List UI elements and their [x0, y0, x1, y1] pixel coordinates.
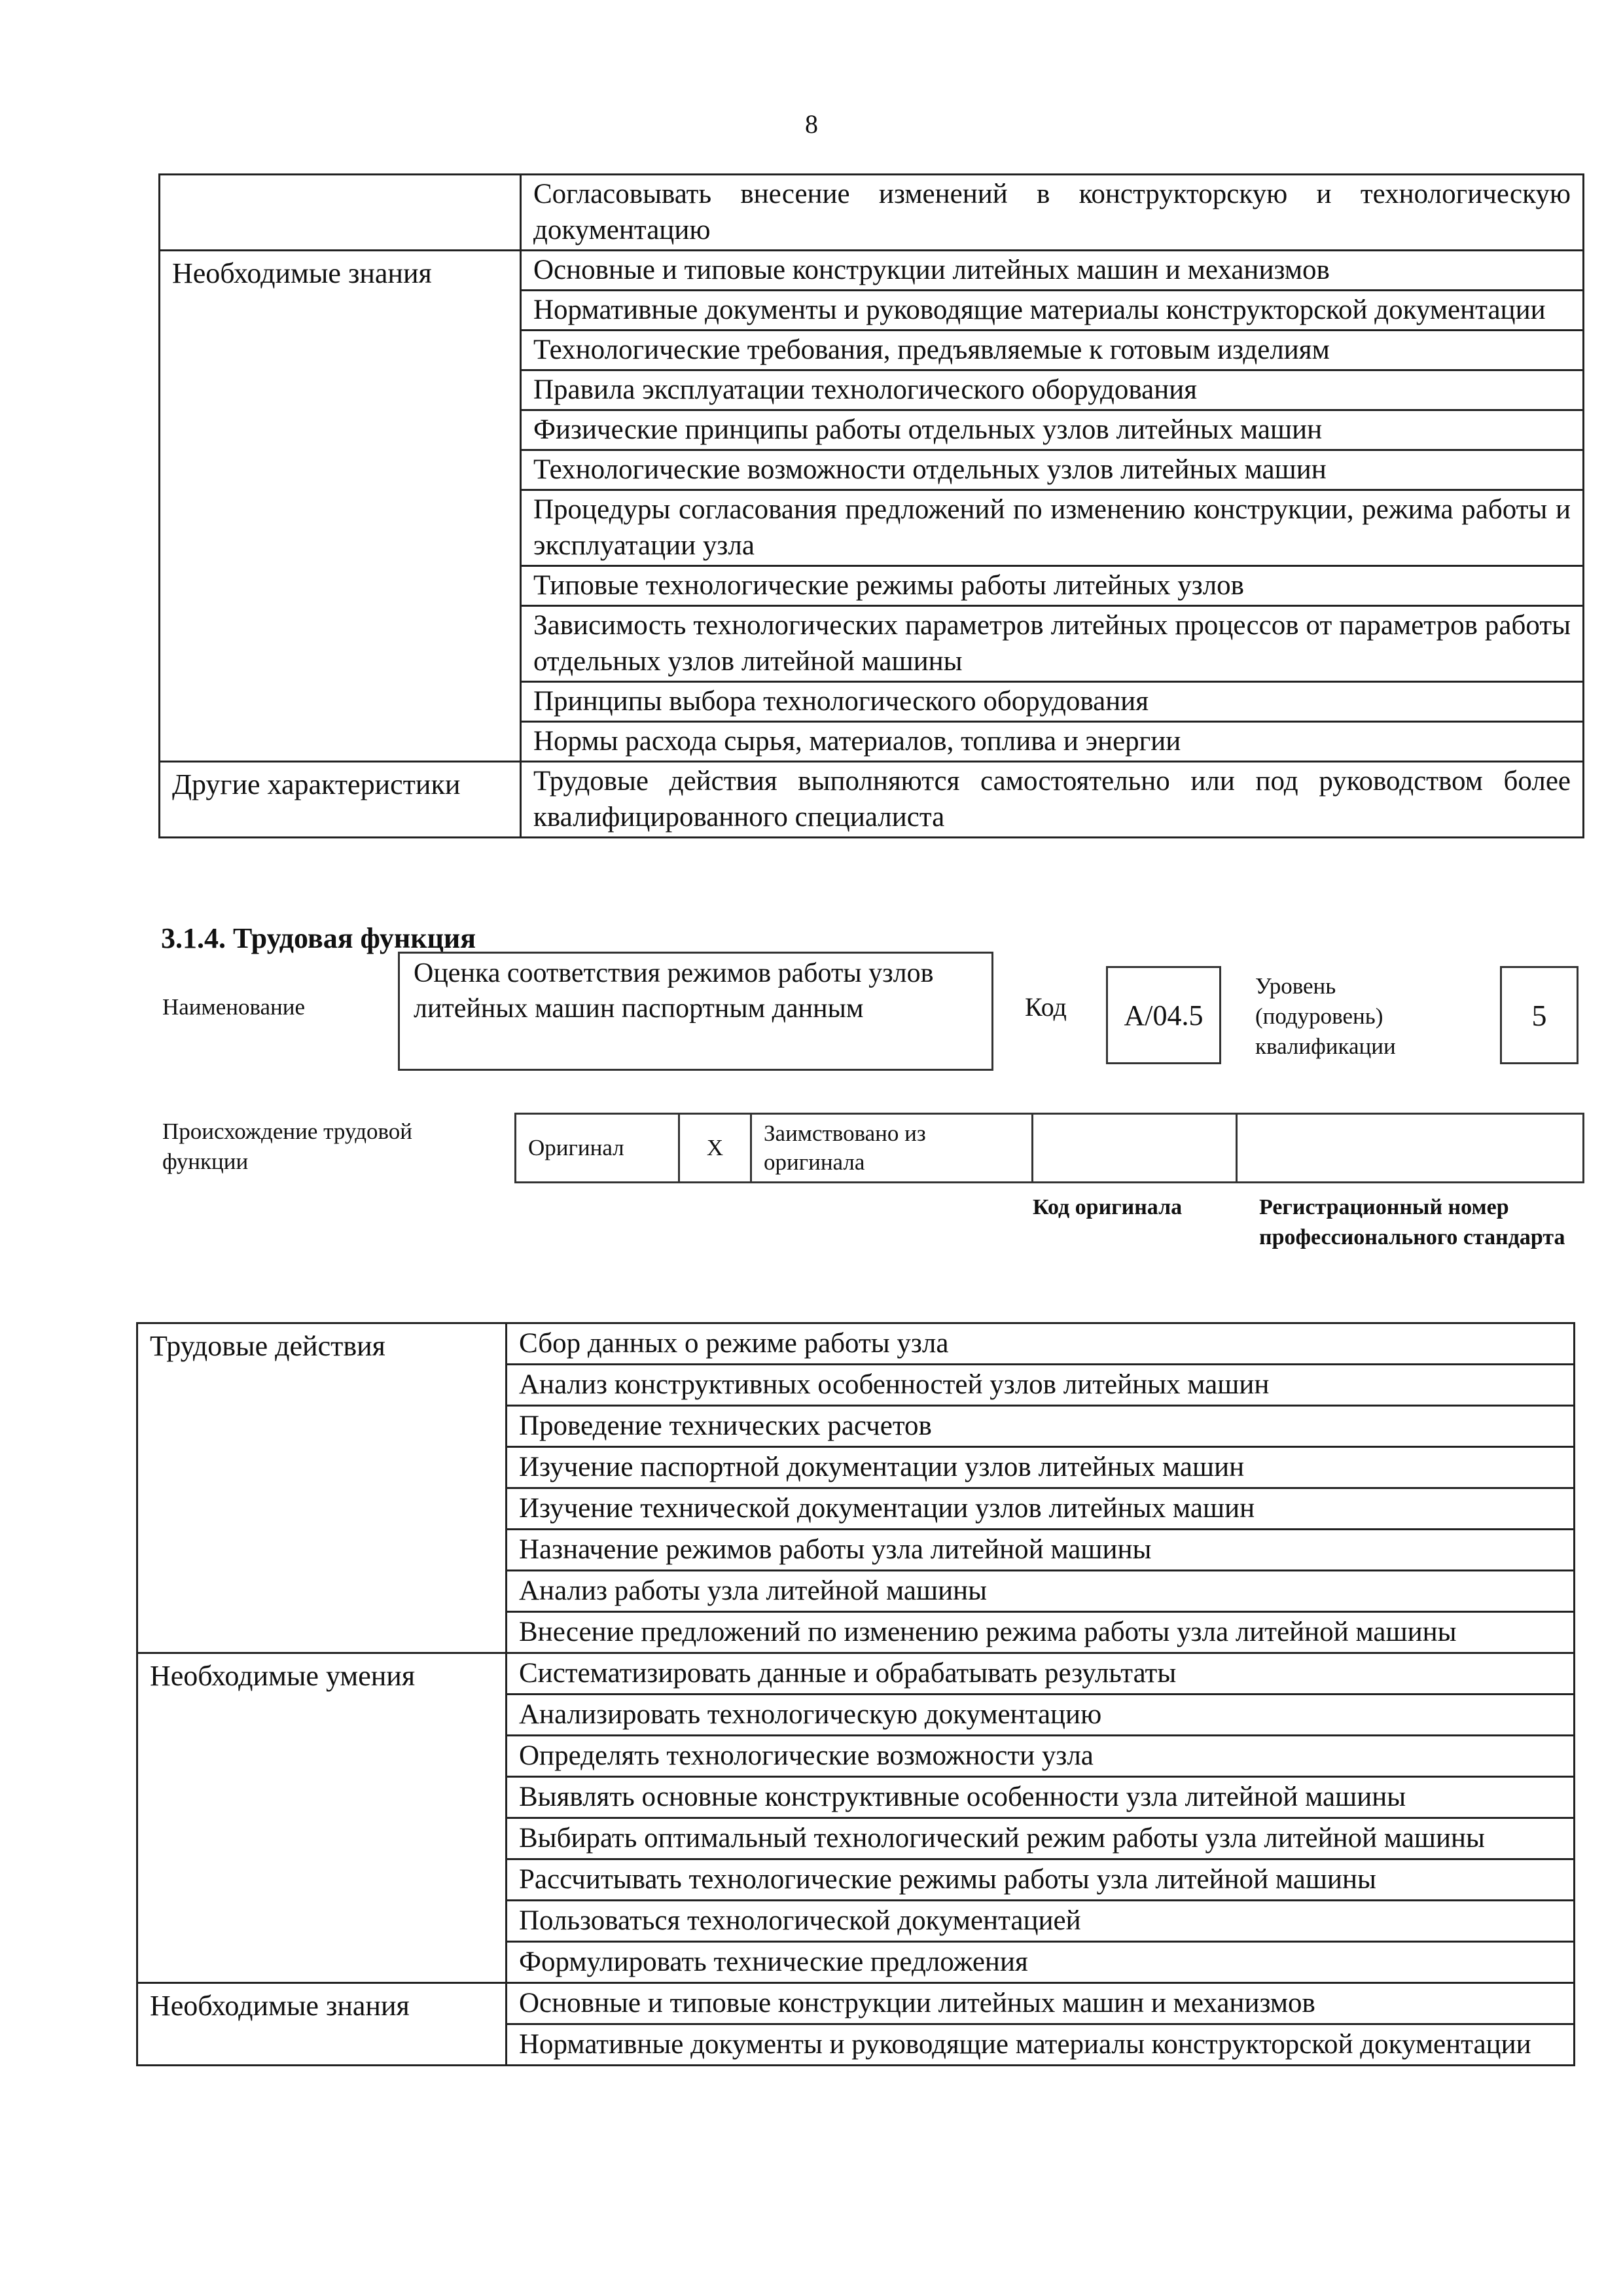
item-cell: Технологические возможности отдельных узлов литейных машин	[521, 450, 1584, 490]
item-cell: Назначение режимов работы узла литейной машины	[507, 1530, 1575, 1571]
origin-reg-caption: Регистрационный номер профессионального стандарта	[1259, 1195, 1565, 1249]
item-cell: Процедуры согласования предложений по изменению конструкции, режима работы и эксплуатации узла	[521, 490, 1584, 566]
table-row	[160, 175, 1584, 251]
item-cell: Внесение предложений по изменению режима работы узла литейной машины	[507, 1612, 1575, 1653]
category-cell	[160, 175, 521, 251]
item-cell: Пользоваться технологической документацией	[507, 1901, 1575, 1942]
origin-original-label: Оригинал	[516, 1114, 679, 1183]
table-row	[137, 1983, 1575, 2024]
origin-table	[514, 1113, 1584, 1183]
code-value: A/04.5	[1124, 999, 1204, 1031]
section-heading: 3.1.4. Трудовая функция	[161, 922, 476, 954]
category-cell: Необходимые знания	[137, 1983, 507, 2066]
item-cell: Анализ работы узла литейной машины	[507, 1571, 1575, 1612]
origin-x-mark: X	[679, 1114, 751, 1183]
item-cell: Изучение паспортной документации узлов литейных машин	[507, 1447, 1575, 1488]
origin-borrowed-label: Заимствовано из оригинала	[751, 1114, 1033, 1183]
item-cell: Согласовывать внесение изменений в конструкторскую и технологическую документацию	[521, 175, 1584, 251]
origin-code-cell	[1033, 1114, 1237, 1183]
category-cell: Трудовые действия	[137, 1323, 507, 1653]
lower-requirements-table	[136, 1322, 1575, 2066]
table-row	[160, 762, 1584, 838]
origin-code-caption: Код оригинала	[1033, 1195, 1183, 1219]
item-cell: Нормативные документы и руководящие материалы конструкторской документации	[507, 2024, 1575, 2066]
item-cell: Формулировать технические предложения	[507, 1942, 1575, 1983]
origin-reg-cell	[1237, 1114, 1584, 1183]
item-cell: Нормативные документы и руководящие материалы конструкторской документации	[521, 291, 1584, 331]
upper-requirements-table	[158, 173, 1584, 838]
level-label: Уровень (подуровень) квалификации	[1255, 973, 1396, 1059]
category-cell: Необходимые знания	[160, 251, 521, 762]
upper-table-body	[160, 175, 1584, 838]
item-cell: Типовые технологические режимы работы литейных узлов	[521, 566, 1584, 606]
item-cell: Технологические требования, предъявляемые к готовым изделиям	[521, 331, 1584, 370]
code-label: Код	[1025, 992, 1067, 1022]
item-cell: Принципы выбора технологического оборудования	[521, 682, 1584, 722]
name-label: Наименование	[162, 994, 306, 1020]
item-cell: Проведение технических расчетов	[507, 1406, 1575, 1447]
item-cell: Правила эксплуатации технологического оборудования	[521, 370, 1584, 410]
table-row	[137, 1323, 1575, 1365]
item-cell: Выбирать оптимальный технологический режим работы узла литейной машины	[507, 1818, 1575, 1859]
category-cell: Необходимые умения	[137, 1653, 507, 1983]
item-cell: Выявлять основные конструктивные особенности узла литейной машины	[507, 1777, 1575, 1818]
item-cell: Определять технологические возможности узла	[507, 1736, 1575, 1777]
item-cell: Анализ конструктивных особенностей узлов литейных машин	[507, 1365, 1575, 1406]
item-cell: Изучение технической документации узлов литейных машин	[507, 1488, 1575, 1530]
item-cell: Нормы расхода сырья, материалов, топлива и энергии	[521, 722, 1584, 762]
table-row	[160, 251, 1584, 291]
item-cell: Рассчитывать технологические режимы работы узла литейной машины	[507, 1859, 1575, 1901]
name-value: Оценка соответствия режимов работы узлов литейных машин паспортным данным	[414, 958, 934, 1024]
page-number: 8	[805, 109, 818, 139]
item-cell: Зависимость технологических параметров литейных процессов от параметров работы отдельных узлов литейной машины	[521, 606, 1584, 682]
category-cell: Другие характеристики	[160, 762, 521, 838]
item-cell: Физические принципы работы отдельных узлов литейных машин	[521, 410, 1584, 450]
item-cell: Основные и типовые конструкции литейных машин и механизмов	[507, 1983, 1575, 2024]
origin-label: Происхождение трудовой функции	[162, 1119, 413, 1174]
level-value: 5	[1531, 999, 1547, 1032]
item-cell: Анализировать технологическую документацию	[507, 1695, 1575, 1736]
item-cell: Сбор данных о режиме работы узла	[507, 1323, 1575, 1365]
item-cell: Основные и типовые конструкции литейных машин и механизмов	[521, 251, 1584, 291]
item-cell: Трудовые действия выполняются самостоятельно или под руководством более квалифицированного специалиста	[521, 762, 1584, 838]
item-cell: Систематизировать данные и обрабатывать результаты	[507, 1653, 1575, 1695]
table-row	[137, 1653, 1575, 1695]
lower-table-body	[137, 1323, 1575, 2066]
